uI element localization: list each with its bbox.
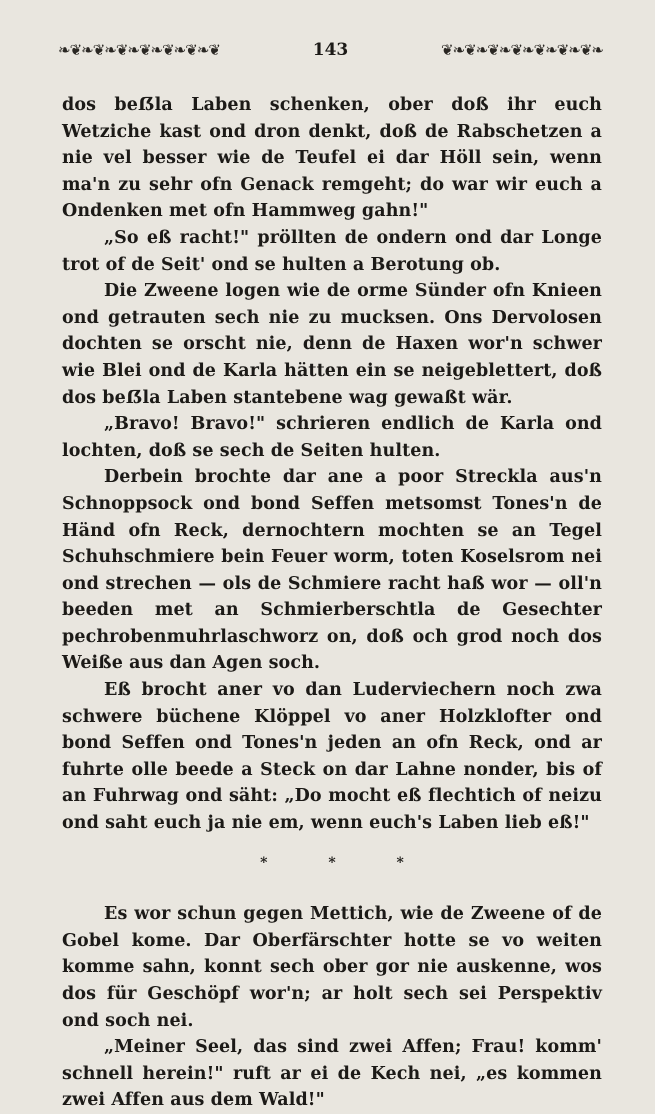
paragraph: Derbein brochte dar ane a poor Streckla aus'n Schnoppsock ond bond Seffen metsomst Tones'n de Händ ofn Reck, dernochtern mochten se an Tegel Schuhschmiere bein Feuer worm, toten Koselsrom nei ond strechen — ols de Schmiere racht haß wor — oll'n beeden met an Schmierberschtla de Gesechter pechrobenmuhrlaschworz on, doß och grod noch dos Weiße aus dan Agen soch. — [62, 467, 602, 674]
paragraph: dos beẞla Laben schenken, ober doß ihr euch Wetziche kast ond dron denkt, doß de Rabschetzen a nie vel besser wie de Teufel ei dar Höll sein, wenn ma'n zu sehr ofn Genack remgeht; do war wir euch a Ondenken met ofn Hammweg gahn!" — [62, 95, 602, 222]
page-number: 143 — [312, 40, 349, 60]
header-ornament-right: ❦❧❦❧❦❧❦❧❦❧❦❧❦❧ — [441, 41, 603, 59]
header-ornament-left: ❧❦❧❦❧❦❧❦❧❦❧❦❧❦ — [58, 41, 220, 59]
running-header — [58, 40, 603, 60]
paragraph: Eß brocht aner vo dan Luderviechern noch zwa schwere büchene Klöppel vo aner Holzklofter ond bond Seffen ond Tones'n jeden an ofn Reck, ond ar fuhrte olle beede a Steck on dar Lahne nonder, bis of an Fuhrwag ond säht: „Do mocht eß flechtich of neizu ond saht euch ja nie em, wenn euch's Laben lieb eß!" — [62, 680, 602, 834]
body-text — [62, 92, 602, 1114]
paragraph: Es wor schun gegen Mettich, wie de Zweene of de Gobel kome. Dar Oberfärschter hotte se vo weiten komme sahn, konnt sech ober gor nie auskenne, wos dos für Geschöpf wor'n; ar holt sech sei Perspektiv ond soch nei. — [62, 904, 602, 1031]
section-separator: * * * — [260, 854, 432, 871]
paragraph: Die Zweene logen wie de orme Sünder ofn Knieen ond getrauten sech nie zu mucksen. Ons Dervolosen dochten se orscht nie, denn de Haxen wor'n schwer wie Blei ond de Karla hätten ein se neigeblettert, doß dos beẞla Laben stantebene wag gewaßt wär. — [62, 281, 602, 408]
paragraph: „Meiner Seel, das sind zwei Affen; Frau! komm' schnell herein!" ruft ar ei de Kech nei, „es kommen zwei Affen aus dem Wald!" — [62, 1037, 602, 1111]
paragraph: „So eß racht!" pröllten de ondern ond dar Longe trot of de Seit' ond se hulten a Berotung ob. — [62, 227, 602, 275]
paragraph: „Bravo! Bravo!" schrieren endlich de Karla ond lochten, doß se sech de Seiten hulten. — [62, 414, 602, 461]
